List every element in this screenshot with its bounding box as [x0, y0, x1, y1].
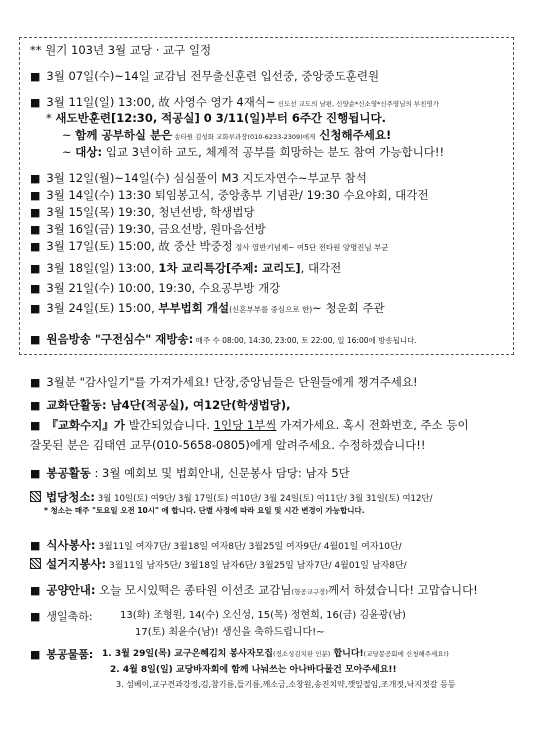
schedule-subitem: * 새도반훈련[12:30, 적공실] 0 3/11(일)부터 6주간 진행됩니다.: [46, 111, 386, 125]
square-bullet-icon: ■: [30, 648, 41, 661]
schedule-item: ■ 3월 21일(수) 10:00, 19:30, 수요공부방 개강: [30, 281, 281, 295]
square-bullet-icon: ■: [30, 96, 41, 109]
goods-line-3: 3. 섬베이,교구견과강정,김,참기름,들기름,깨소금,소창원,송진치약,깻잎절임,조개젓,낙지젓갈 등등: [116, 680, 456, 689]
notice-dish: 설거지봉사: 3월11일 남자5단/ 3월18일 남자6단/ 3월25일 남자7단/ 4월01일 남자8단/: [30, 558, 407, 571]
notice-birthday: ■ 생일축하:: [30, 610, 93, 623]
notice-meal: ■ 식사봉사: 3월11일 여자7단/ 3월18일 여자8단/ 3월25일 여자9단/ 4월01일 여자10단/: [30, 538, 402, 552]
square-bullet-icon: ■: [30, 333, 41, 346]
goods-line-1: 1. 3월 29일(목) 교구은혜김치 봉사자모집(정소성김치판 인분) 합니다!(교당봉공회에 신청해주세요!): [102, 649, 449, 659]
schedule-item: ■ 3월 11일(일) 13:00, 故 사영수 영가 4재식~ 신도선 교도의 남편, 신양순*신소영*신주영님의 부친영가: [30, 95, 439, 109]
square-bullet-icon: ■: [30, 240, 41, 253]
schedule-header: ** 원기 103년 3월 교당 · 교구 일정: [30, 43, 212, 57]
schedule-item: ■ 3월 18일(일) 13:00, 1차 교리특강[주제: 교리도], 대각전: [30, 261, 342, 275]
notice-offering: ■ 공양안내: 오늘 모시있떡은 종타원 이선조 교감님(형공교구장)께서 하셨습니다! 고맙습니다!: [30, 583, 478, 597]
notice-goods: ■ 봉공물품:: [30, 648, 94, 661]
square-bullet-icon: ■: [30, 419, 41, 432]
notice-service: ■ 봉공활동 : 3월 예회보 및 법회안내, 신문봉사 담당: 남자 5단: [30, 466, 350, 480]
schedule-item: ■ 3월 14일(수) 13:30 퇴임봉고식, 중앙총부 기념관/ 19:30 수요야회, 대각전: [30, 188, 429, 202]
square-bullet-icon: ■: [30, 172, 41, 185]
schedule-item: ■ 3월 12일(월)~14일(수) 심심풀이 M3 지도자연수~부교무 참석: [30, 171, 367, 185]
square-bullet-icon: ■: [30, 610, 41, 623]
schedule-item: ■ 3월 17일(토) 15:00, 故 중산 박중정 정사 열반기념제~ 여5단 전타원 양명진님 부군: [30, 239, 389, 253]
notice-magazine-2: 잘못된 분은 김태연 교무(010-5658-0805)에게 알려주세요. 수정하겠습니다!!: [30, 438, 426, 452]
schedule-item: ■ 3월 07일(수)~14일 교감님 전무출신훈련 입선중, 중앙중도훈련원: [30, 69, 380, 83]
schedule-item: ■ 3월 24일(토) 15:00, 부부법회 개설(신혼부부를 중심으로 한)~ 청운회 주관: [30, 301, 385, 315]
square-bullet-icon: ■: [30, 399, 41, 412]
schedule-subitem: ~ 함께 공부하실 분은 송타원 김성화 교화부과장(010-6233-2309)에게 신청해주세요!: [62, 128, 392, 142]
square-bullet-icon: ■: [30, 189, 41, 202]
schedule-item: ■ 3월 15일(목) 19:30, 청년선방, 학생법당: [30, 205, 255, 219]
square-bullet-icon: ■: [30, 206, 41, 219]
notice-magazine: ■ 『교화수지』가 발간되었습니다. 1인당 1부씩 가져가세요. 혹시 전화번호, 주소 등이: [30, 418, 469, 432]
schedule-item: ■ 3월 16일(금) 19:30, 금요선방, 원마음선방: [30, 222, 266, 236]
goods-line-2: 2. 4월 8일(일) 교당바자회에 함께 나눠쓰는 아나바다물건 모아주세요!!: [110, 665, 397, 675]
square-bullet-icon: ■: [30, 302, 41, 315]
notice-cleaning: 법당청소: 3월 10일(토) 여9단/ 3월 17일(토) 여10단/ 3월 24일(토) 여11단/ 3월 31일(토) 여12단/: [30, 491, 432, 504]
birthday-line-1: 13(화) 조형원, 14(수) 오신성, 15(목) 정현희, 16(금) 김윤광(남): [120, 610, 406, 621]
square-bullet-icon: ■: [30, 282, 41, 295]
square-bullet-icon: ■: [30, 467, 41, 480]
square-bullet-icon: ■: [30, 223, 41, 236]
square-bullet-icon: ■: [30, 539, 41, 552]
hatched-square-icon: [30, 491, 41, 502]
square-bullet-icon: ■: [30, 262, 41, 275]
cleaning-note: * 청소는 매주 "토요일 오전 10시" 에 합니다. 단별 사정에 따라 요일 및 시간 변경이 가능합니다.: [44, 506, 365, 515]
schedule-subitem: ~ 대상: 입교 3년이하 교도, 체계적 공부를 희망하는 분도 참여 가능합니다!!: [62, 145, 445, 159]
hatched-square-icon: [30, 558, 41, 569]
square-bullet-icon: ■: [30, 376, 41, 389]
broadcast-notice: ■ 원음방송 "구전심수" 재방송: 매주 수 08:00, 14:30, 23:00, 토 22:00, 일 16:00에 방송됩니다.: [30, 332, 417, 346]
notice-gratitude: ■ 3월분 "감사일기"를 가져가세요! 단장,중앙님들은 단원들에게 챙겨주세요!: [30, 375, 418, 389]
birthday-line-2: 17(토) 최윤수(남)! 생신을 축하드립니다!~: [135, 627, 325, 638]
notice-activity: ■ 교화단활동: 남4단(적공실), 여12단(학생법당),: [30, 398, 291, 412]
square-bullet-icon: ■: [30, 584, 41, 597]
square-bullet-icon: ■: [30, 70, 41, 83]
